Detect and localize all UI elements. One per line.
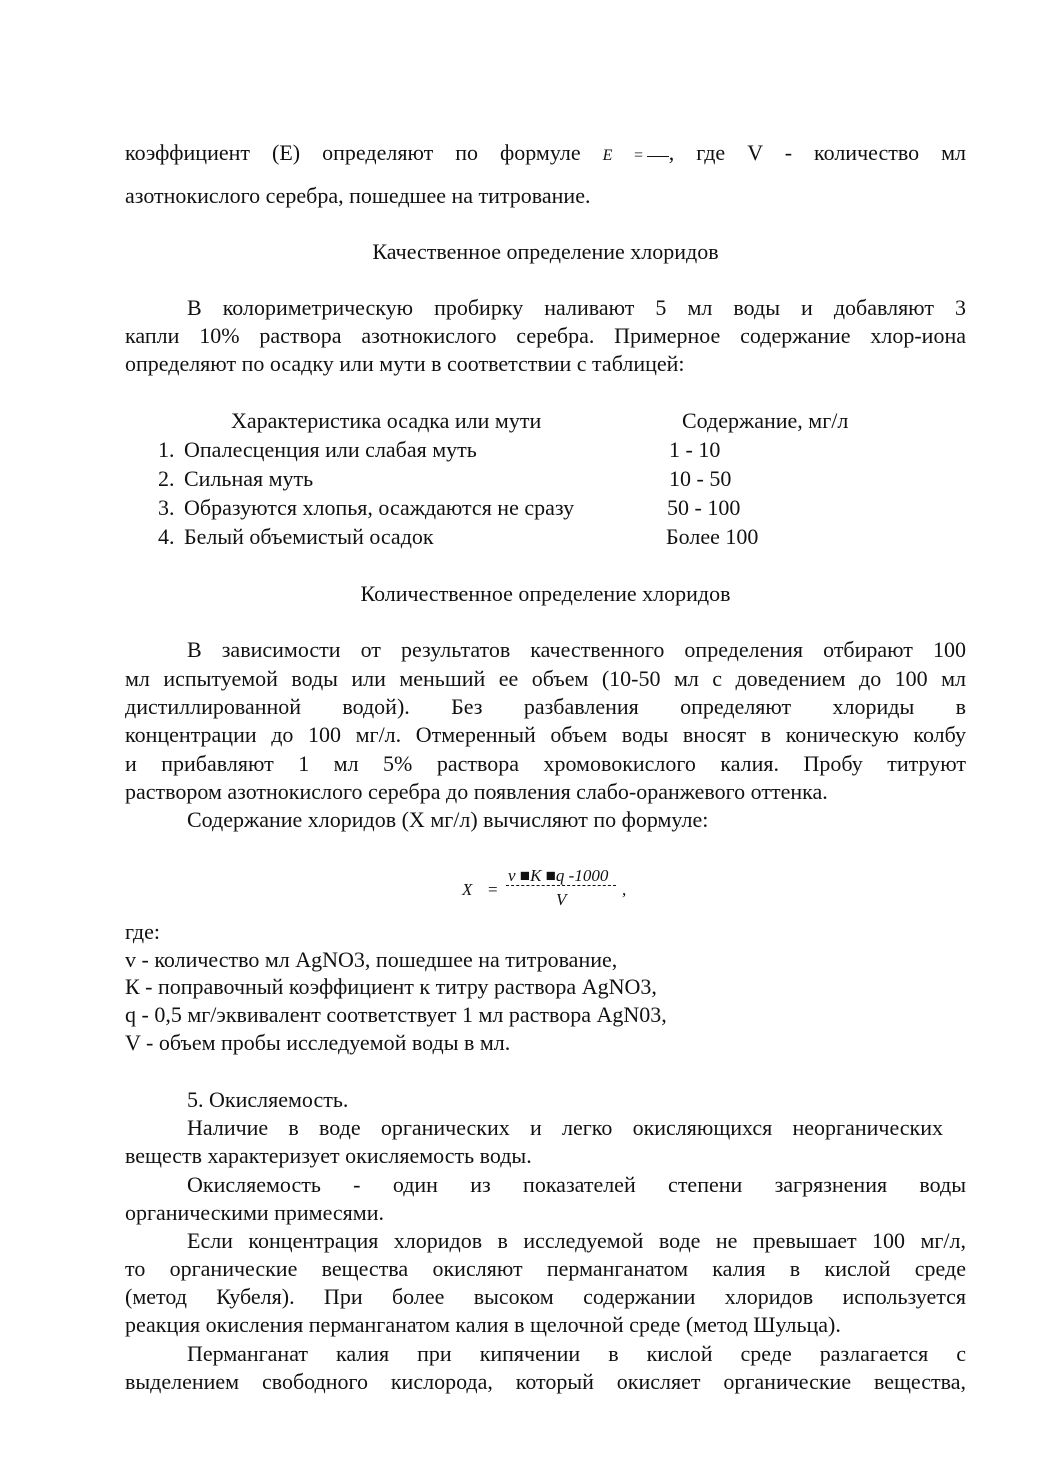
table-row-desc: Белый объемистый осадок xyxy=(184,524,434,549)
para3-line7: Содержание хлоридов (Х мг/л) вычисляют по формуле: xyxy=(187,807,709,832)
para3-line4: концентрации до 100 мг/л. Отмеренный объем воды вносят в коническую колбу xyxy=(125,722,966,747)
table-row-desc: Сильная муть xyxy=(184,466,314,491)
formula-comma: , xyxy=(622,880,627,899)
para2-line1: В колориметрическую пробирку наливают 5 мл воды и добавляют 3 xyxy=(187,295,966,320)
formula-fraction-bar xyxy=(506,885,616,886)
table-row-desc: Опалесценция или слабая муть xyxy=(184,437,477,462)
para1-line2: азотнокислого серебра, пошедшее на титрование. xyxy=(125,183,591,208)
heading-quantitative: Количественное определение хлоридов xyxy=(360,581,731,606)
table-row-value: 1 - 10 xyxy=(669,437,721,462)
table-row-num: 1. xyxy=(158,437,175,462)
legend-where: где: xyxy=(125,919,160,944)
table-row xyxy=(0,436,1039,464)
table-header-value: Содержание, мг/л xyxy=(682,408,849,433)
para3-line3: дистиллированной водой). Без разбавления определяют хлориды в xyxy=(125,694,966,719)
formula-lhs: X xyxy=(462,880,473,899)
section5-p2-line2: органическими примесями. xyxy=(125,1200,384,1225)
section5-p4-line1: Перманганат калия при кипячении в кислой среде разлагается с xyxy=(187,1341,966,1366)
section5-p3-line4: реакция окисления перманганатом калия в щелочной среде (метод Шульца). xyxy=(125,1312,841,1337)
table-row-num: 2. xyxy=(158,466,175,491)
chloride-formula xyxy=(462,866,642,916)
para3-line5: и прибавляют 1 мл 5% раствора хромовокислого калия. Пробу титруют xyxy=(125,751,966,776)
section5-p4-line2: выделением свободного кислорода, который окисляет органические вещества, xyxy=(125,1369,966,1394)
table-row-num: 4. xyxy=(158,524,175,549)
table-row-num: 3. xyxy=(158,495,175,520)
table-row-value: 10 - 50 xyxy=(669,466,732,491)
para1-line1-rest: , где V - количество мл xyxy=(668,140,966,165)
heading-qualitative: Качественное определение хлоридов xyxy=(372,239,719,264)
formula-e-text: E = xyxy=(602,147,644,164)
section5-p3-line3: (метод Кубеля). При более высоком содержании хлоридов используется xyxy=(125,1284,966,1309)
section5-p1-line1: Наличие в воде органических и легко окисляющихся неорганических xyxy=(187,1115,943,1140)
formula-equals: = xyxy=(488,880,498,899)
para2-line2: капли 10% раствора азотнокислого серебра. Примерное содержание хлор-иона xyxy=(125,323,966,348)
table-row-value: Более 100 xyxy=(666,524,759,549)
legend-item: v - количество мл AgNO3, пошедшее на титрование, xyxy=(125,947,618,972)
para1-line1 xyxy=(125,139,966,170)
table-row xyxy=(0,523,1039,551)
para3-line2: мл испытуемой воды или меньший ее объем (10-50 мл с доведением до 100 мл xyxy=(125,666,966,691)
section5-p2-line1: Окисляемость - один из показателей степени загрязнения воды xyxy=(187,1172,966,1197)
table-header xyxy=(0,407,1039,435)
legend-item: V - объем пробы исследуемой воды в мл. xyxy=(125,1030,511,1055)
formula-e xyxy=(603,147,669,164)
para2-line3: определяют по осадку или мути в соответствии с таблицей: xyxy=(125,351,685,376)
table-header-desc: Характеристика осадка или мути xyxy=(231,408,542,433)
section5-p3-line1: Если концентрация хлоридов в исследуемой воде не превышает 100 мг/л, xyxy=(187,1228,966,1253)
para1-line1-text: коэффициент (Е) определяют по формуле xyxy=(125,140,581,165)
table-row-value: 50 - 100 xyxy=(667,495,741,520)
formula-numerator: v ■K ■q -1000 xyxy=(508,866,609,885)
formula-denominator: V xyxy=(556,890,567,909)
legend-item: q - 0,5 мг/эквивалент соответствует 1 мл раствора AgN03, xyxy=(125,1002,667,1027)
table-row-desc: Образуются хлопья, осаждаются не сразу xyxy=(184,495,575,520)
section5-p1-line2: веществ характеризует окисляемость воды. xyxy=(125,1143,532,1168)
para3-line6: раствором азотнокислого серебра до появления слабо-оранжевого оттенка. xyxy=(125,779,828,804)
table-row xyxy=(0,494,1039,522)
table-row xyxy=(0,465,1039,493)
section5-title: 5. Окисляемость. xyxy=(187,1087,349,1112)
formula-e-fraction-bar xyxy=(647,156,669,157)
legend-item: К - поправочный коэффициент к титру раствора AgNO3, xyxy=(125,974,657,999)
para3-line1: В зависимости от результатов качественного определения отбирают 100 xyxy=(187,637,966,662)
section5-p3-line2: то органические вещества окисляют перманганатом калия в кислой среде xyxy=(125,1256,966,1281)
